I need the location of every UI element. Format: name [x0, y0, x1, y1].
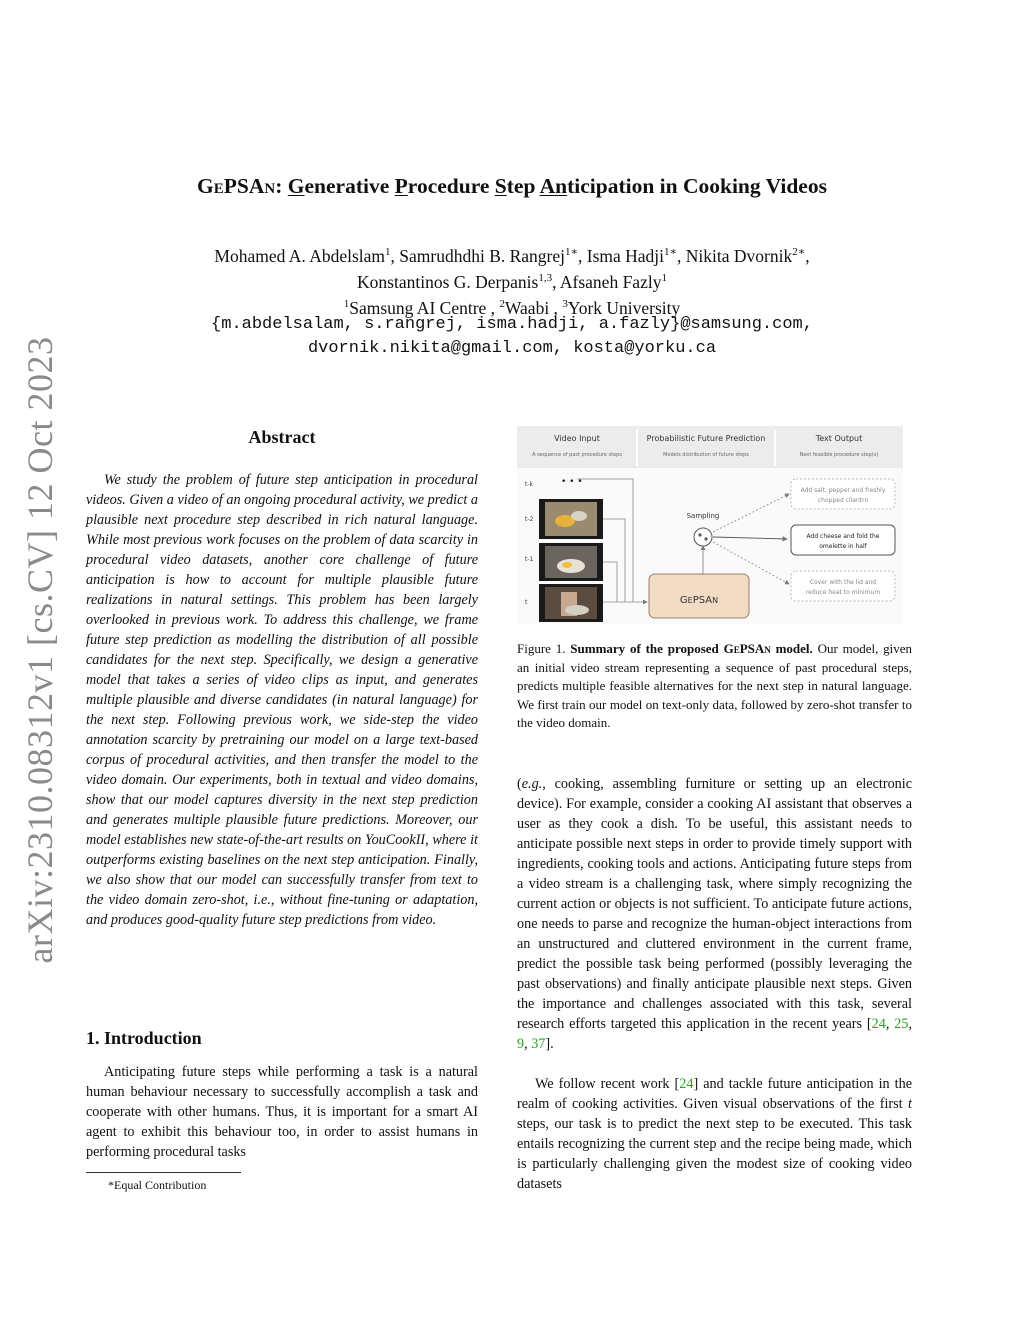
p2-d: steps, our task is to predict the next step to be executed. This task entails recognizing the current step and the recipe being made, which is particularly challenging given the modest size of cooking video datasets — [517, 1116, 912, 1192]
figure-caption — [517, 640, 912, 733]
fig-col3-title: Text Output — [815, 434, 863, 443]
input-line — [577, 479, 633, 602]
output-box-2 — [791, 525, 895, 555]
fig-row-t2: t-2 — [525, 516, 534, 523]
video-frame-1 — [539, 499, 603, 539]
output-2-line-1: Add cheese and fold the — [806, 533, 880, 540]
title-p: P — [394, 174, 408, 198]
author-name: , Nikita Dvornik — [677, 245, 793, 266]
title-w4: ticipation in Cooking Videos — [567, 174, 827, 198]
fig-col1-title: Video Input — [554, 434, 600, 443]
output-3-line-1: Cover with the lid and — [809, 579, 877, 586]
figure-1 — [517, 426, 903, 624]
output-2-line-2: omelette in half — [819, 543, 867, 550]
affiliation: Waabi , — [504, 297, 563, 318]
p1-end: ]. — [545, 1036, 554, 1052]
author-block — [0, 241, 1024, 318]
model-label: GEPSAN — [679, 595, 719, 606]
author-affil: 1 — [385, 246, 391, 258]
author-name: , Isma Hadji — [578, 245, 665, 266]
cite-sep: , — [908, 1016, 912, 1032]
affil-mark: 3 — [562, 297, 568, 310]
fig-col3-sub: Next feasible procedure step(s) — [799, 452, 879, 458]
email-line-1: {m.abdelsalam, s.rangrej, isma.hadji, a.fazly}@samsung.com, — [211, 315, 813, 334]
fig-row-t1: t-1 — [525, 556, 534, 563]
output-box-3 — [791, 571, 895, 601]
sampling-icon — [694, 528, 712, 546]
author-affil: 1∗ — [664, 246, 678, 258]
footnote: *Equal Contribution — [108, 1178, 207, 1192]
p1-open: ( — [517, 776, 522, 792]
fig-col1-sub: A sequence of past procedure steps — [532, 452, 622, 458]
title-colon: : — [275, 174, 283, 198]
output-1-line-2: chopped cilantro — [817, 497, 869, 504]
affil-mark: 1 — [343, 297, 350, 310]
fig-dots: • • • — [561, 477, 583, 487]
abstract-heading: Abstract — [248, 427, 316, 447]
citation-link[interactable]: 37 — [531, 1036, 546, 1052]
title-sc-c: n — [264, 174, 276, 198]
fig-header-bg — [517, 426, 903, 468]
arxiv-stamp — [18, 336, 62, 964]
author-affil: 1∗ — [565, 246, 578, 258]
input-line — [603, 519, 625, 602]
author-name: Konstantinos G. Derpanis — [357, 271, 539, 292]
affiliation: Samsung AI Centre , — [349, 297, 500, 318]
author-line-1 — [0, 241, 1024, 267]
output-3-line-2: reduce heat to minimum — [805, 589, 881, 596]
sampling-icon-dot — [698, 533, 701, 536]
title-w3: tep — [506, 174, 540, 198]
caption-bold-b: model. — [770, 641, 813, 656]
caption-bold — [570, 641, 812, 656]
figure-diagram — [517, 426, 903, 624]
citation-link[interactable]: 24 — [679, 1076, 694, 1092]
email-line-2: dvornik.nikita@gmail.com, kosta@yorku.ca — [307, 339, 717, 358]
title-sc-a: Ge — [197, 174, 224, 198]
fig-sampling-label: Sampling — [686, 512, 720, 520]
output-1-line-1: Add salt, pepper and freshly — [800, 487, 886, 494]
p2-b: ] and tackle future anticipation in the realm of cooking activities. Given visual observations of the first — [517, 1076, 912, 1112]
cite-sep: , — [885, 1016, 895, 1032]
caption-label: Figure 1. — [517, 641, 566, 656]
author-affil: 2∗ — [792, 246, 806, 258]
title-sc-b: PSA — [223, 174, 265, 198]
sample-arrow-1 — [713, 494, 789, 532]
p2-math-t: t — [908, 1096, 912, 1112]
title-s: S — [494, 174, 507, 198]
p2-a: We follow recent work [ — [535, 1076, 680, 1092]
title-w2: rocedure — [407, 174, 495, 198]
video-frame-2 — [539, 543, 603, 581]
author-line-2 — [0, 267, 1024, 293]
arxiv-id: arXiv:2310.08312v1 [cs.CV] 12 Oct 2023 — [20, 336, 60, 964]
title-g: G — [287, 174, 305, 198]
citation-link[interactable]: 25 — [894, 1016, 909, 1032]
p1-eg: e.g. — [521, 776, 543, 792]
sampling-icon-dot — [704, 537, 707, 540]
intro-text: Anticipating future steps while performing a task is a natural human behaviour necessary to successfully accomplish a task and cooperate with other humans. Thus, it is important for a smart AI agent to exhibit this behaviour too, in order to assist humans in performing procedural tasks — [86, 1064, 478, 1160]
title-w1: enerative — [304, 174, 395, 198]
affiliation: York University — [567, 297, 681, 318]
sample-arrow-2 — [713, 537, 787, 539]
author-sep: , — [805, 245, 810, 266]
right-paragraph-1 — [517, 774, 912, 1054]
author-name: , Samrudhdhi B. Rangrej — [390, 245, 566, 266]
cite-sep: , — [524, 1036, 532, 1052]
intro-heading: 1. Introduction — [86, 1028, 202, 1048]
citation-link[interactable]: 9 — [517, 1036, 525, 1052]
citation-link[interactable]: 24 — [871, 1016, 886, 1032]
email-block — [0, 313, 1024, 361]
abstract-text: We study the problem of future step anticipation in procedural videos. Given a video of an ongoing procedural activity, we predict a plausible next procedure step described in rich natural language. While most previous work focuses on the problem of data scarcity in procedural video datasets, another core challenge of future anticipation is how to account for multiple plausible future realizations in natural settings. This problem has been largely overlooked in previous work. To address this challenge, we frame future step prediction as modelling the distribution of all possible candidates for the next step. Specifically, we design a generative model that takes a series of video clips as input, and generates multiple plausible and diverse candidates (in natural language) for the next step. Following previous work, we side-step the video annotation scarcity by pretraining our model on a large text-based corpus of procedural activities, and then transfer the model to the video domain. Our experiments, both in textual and video domains, show that our model captures diversity in the next step prediction and generates multiple plausible future predictions. Moreover, our model establishes new state-of-the-art results on YouCookII, where it outperforms existing baselines on the next step anticipation. Finally, we also show that our model can successfully transfer from text to the video domain zero-shot, i.e., without fine-tuning or adaptation, and produces good-quality future step predictions from video. — [86, 472, 478, 928]
affil-mark: 2 — [499, 297, 505, 310]
fig-row-tk: t-k — [525, 481, 533, 488]
fig-col2-title: Probabilistic Future Prediction — [646, 434, 766, 443]
title-an: An — [539, 174, 568, 198]
video-frame-3 — [539, 584, 603, 622]
fig-row-t: t — [525, 599, 528, 606]
paper-title — [0, 174, 1024, 199]
caption-bold-a: Summary of the proposed — [570, 641, 724, 656]
p1-body: , cooking, assembling furniture or setting up an electronic device). For example, consider a cooking AI assistant that observes a user as they cook a dish. To be useful, this assistant needs to anticipate possible next steps in order to provide timely support with ingredients, cooking tools and actions. Anticipating future steps from a video stream is a challenging task, where simply recognizing the current action or objects is not sufficient. To anticipate future actions, one needs to parse and recognize the human-object interactions from an unstructured and cluttered environment in the current frame, predict the possible task being performed (possibly leveraging the past observations) and finally anticipate plausible next steps. Given the importance and challenges associated with this task, several research efforts targeted this application in the recent years [ — [517, 776, 912, 1032]
footnote-rule — [86, 1172, 241, 1173]
author-name: , Afsaneh Fazly — [552, 271, 662, 292]
caption-text: Our model, given an initial video stream representing a sequence of past procedural steps, predicts multiple feasible alternatives for the next step in natural language. We first train our model on text-only data, followed by zero-shot transfer to the video domain. — [517, 641, 913, 730]
fig-col2-sub: Models distribution of future steps — [663, 452, 749, 458]
output-box-1 — [791, 479, 895, 509]
input-line — [603, 562, 617, 602]
author-affil: 1 — [661, 271, 667, 284]
author-affil: 1,3 — [538, 271, 553, 284]
right-paragraph-2 — [517, 1074, 912, 1194]
caption-bold-model: GePSAn — [723, 641, 771, 656]
author-name: Mohamed A. Abdelslam — [214, 245, 386, 266]
